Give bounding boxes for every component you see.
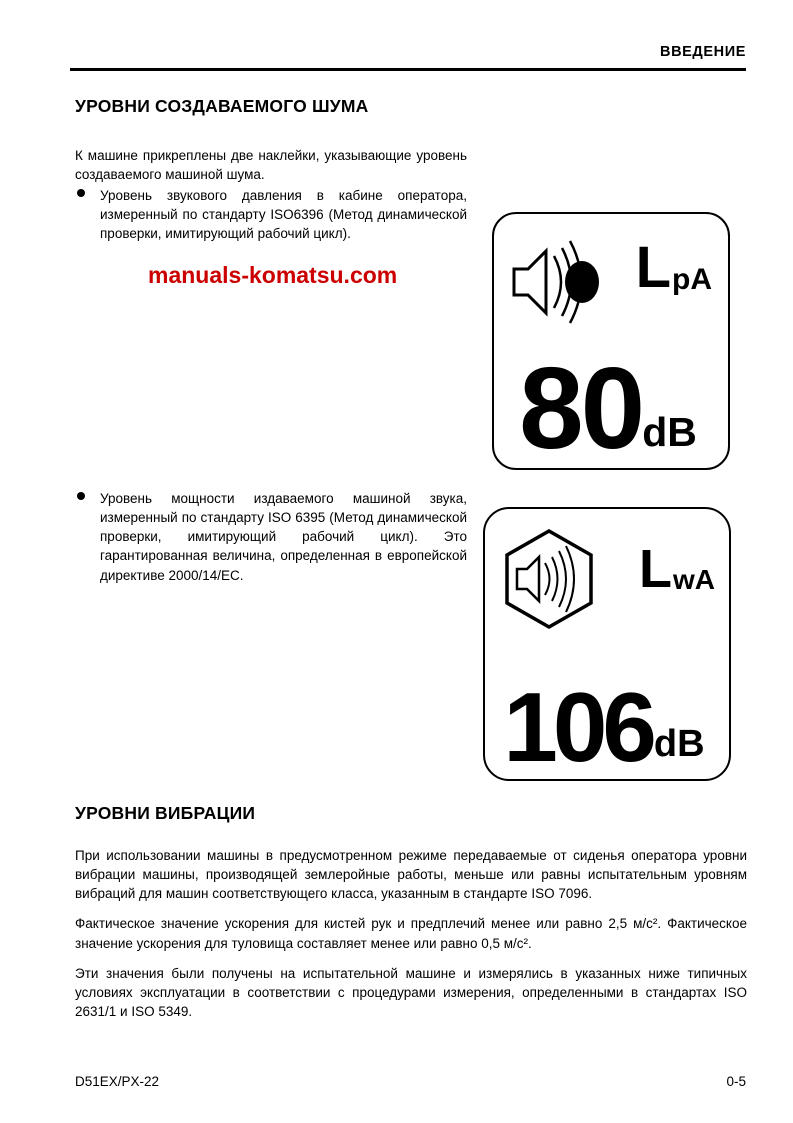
sound-pressure-label — [492, 212, 730, 473]
noise-bullet-item-1 — [75, 186, 467, 243]
footer-model-number: D51EX/PX-22 — [75, 1074, 160, 1089]
decibel-value: 80 — [519, 342, 643, 473]
noise-bullet-text-2: Уровень мощности издаваемого машиной звука, измеренный по стандарту ISO 6395 (Метод динамической проверки, имитирующий рабочий цикл). Это гарантированная величина, определенная в европейской директиве 2000/14/EC. — [100, 491, 467, 583]
speaker-sound-waves-icon — [508, 236, 620, 333]
noise-bullet-text-1: Уровень звукового давления в кабине оператора, измеренный по стандарту ISO6396 (Метод динамической проверки, имитирующий рабочий цикл). — [100, 188, 467, 242]
vibration-paragraphs — [75, 846, 747, 1032]
bullet-icon — [77, 492, 85, 500]
noise-intro-paragraph: К машине прикреплены две наклейки, указывающие уровень создаваемого машиной шума. — [75, 148, 467, 183]
decibel-unit: dB — [642, 409, 697, 455]
lpa-symbol — [635, 235, 712, 300]
symbol-subscript: wA — [673, 564, 715, 596]
decibel-value-row — [485, 671, 723, 782]
hexagon-speaker-icon — [497, 527, 601, 636]
bullet-icon — [77, 189, 85, 197]
watermark-text: manuals-komatsu.com — [148, 262, 398, 288]
symbol-letter: L — [635, 235, 671, 300]
vibration-paragraph-2: Фактическое значение ускорения для кистей рук и предплечий менее или равно 2,5 м/с². Фактическое значение ускорения для туловища составляет менее или равно 0,5 м/с². — [75, 916, 747, 951]
page-header: ВВЕДЕНИЕ — [660, 44, 746, 60]
vibration-paragraph-1: При использовании машины в предусмотренном режиме передаваемые от сиденья оператора уровни вибрации машины, производящей землеройные работы, меньше или равны испытательным уровням вибраций для машин соответствующего класса, указанным в стандарте ISO 7096. — [75, 848, 747, 902]
page-footer — [75, 1074, 746, 1089]
lwa-symbol — [639, 539, 715, 599]
decibel-value: 106 — [503, 671, 652, 782]
noise-bullet-item-2 — [75, 489, 467, 585]
footer-page-number: 0-5 — [726, 1074, 746, 1089]
symbol-subscript: pA — [672, 263, 712, 297]
decibel-value-row — [494, 342, 722, 473]
section-title-vibration: УРОВНИ ВИБРАЦИИ — [75, 803, 256, 823]
symbol-letter: L — [639, 539, 672, 599]
vibration-paragraph-3: Эти значения были получены на испытательной машине и измерялись в указанных ниже типичных условиях эксплуатации в соответствии с процедурами измерения, определенными в стандартах ISO 2631/1 и ISO 5349. — [75, 965, 747, 1020]
section-title-noise: УРОВНИ СОЗДАВАЕМОГО ШУМА — [75, 96, 369, 116]
header-rule — [70, 68, 746, 71]
sound-power-label — [483, 507, 731, 781]
decibel-unit: dB — [653, 723, 705, 765]
